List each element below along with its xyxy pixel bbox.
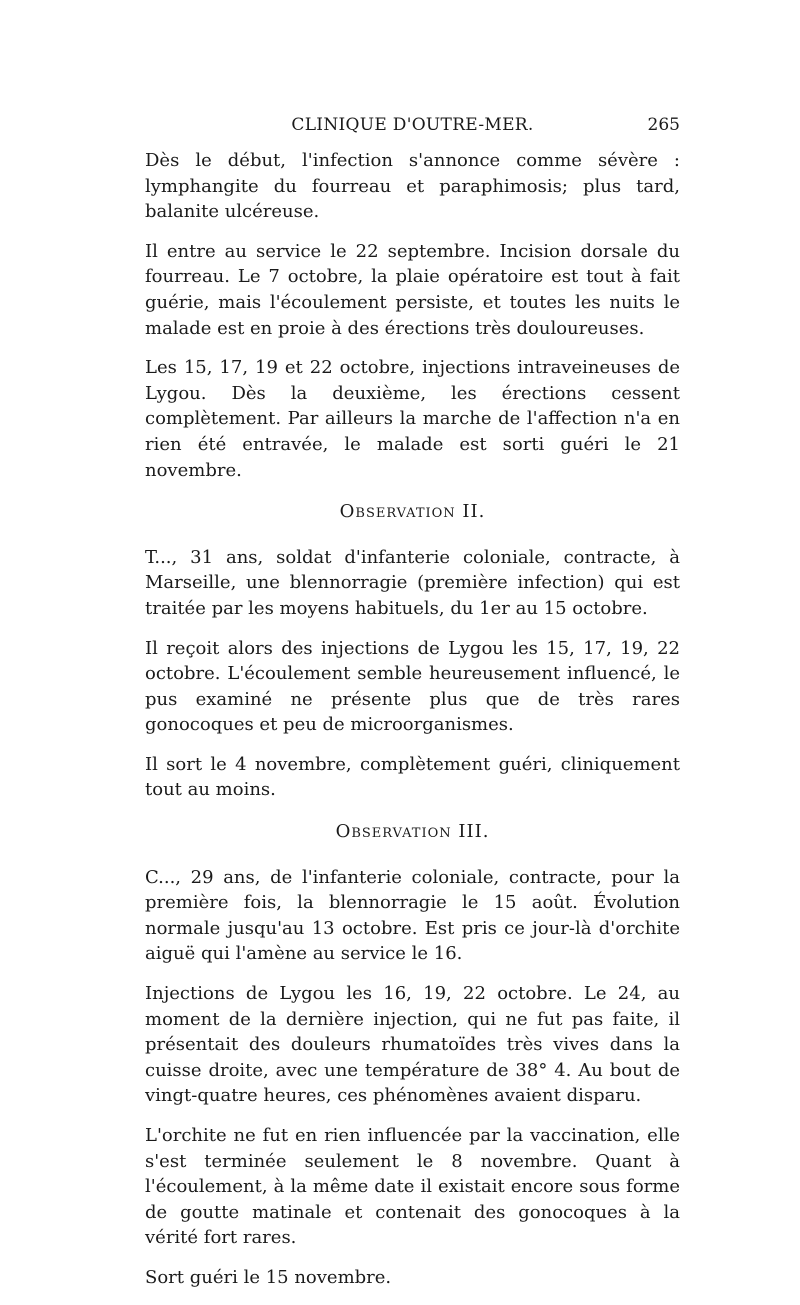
paragraph: Les 15, 17, 19 et 22 octobre, injections intraveineuses de Lygou. Dès la deuxième, les érections cessent complètement. Par ailleurs la marche de l'affection n'a en rien été entravée, le malade est sorti guéri le 21 novembre. — [145, 357, 680, 481]
running-header — [145, 115, 680, 145]
paragraph: Il sort le 4 novembre, complètement guéri, cliniquement tout au moins. — [145, 753, 680, 801]
heading-number: II. — [462, 501, 486, 523]
heading-initial: O — [339, 501, 356, 523]
paragraph: T..., 31 ans, soldat d'infanterie coloniale, contracte, à Marseille, une blennorragie (première infection) qui est traitée par les moyens habituels, du 1er au 15 octobre. — [145, 546, 680, 619]
observation-heading — [145, 499, 680, 527]
paragraph: Il reçoit alors des injections de Lygou les 15, 17, 19, 22 octobre. L'écoulement semble heureusement influencé, le pus examiné ne présente plus que de très rares gonocoques et peu de microorganismes. — [145, 637, 680, 736]
heading-number: III. — [458, 821, 490, 843]
paragraph: C..., 29 ans, de l'infanterie coloniale, contracte, pour la première fois, la blennorragie le 15 août. Évolution normale jusqu'au 13 octobre. Est pris ce jour-là d'orchite aiguë qui l'amène au service le 16. — [145, 866, 680, 965]
paragraph: Dès le début, l'infection s'annonce comme sévère : lymphangite du fourreau et paraphimosis; plus tard, balanite ulcéreuse. — [145, 150, 680, 223]
observation-heading — [145, 819, 680, 847]
paragraph: Injections de Lygou les 16, 19, 22 octobre. Le 24, au moment de la dernière injection, qui ne fut pas faite, il présentait des douleurs rhumatoïdes très vives dans la cuisse droite, avec une température de 38° 4. Au bout de vingt-quatre heures, ces phénomènes avaient disparu. — [145, 983, 680, 1107]
heading-initial: O — [335, 821, 352, 843]
paragraph: Il entre au service le 22 septembre. Incision dorsale du fourreau. Le 7 octobre, la plaie opératoire est tout à fait guérie, mais l'écoulement persiste, et toutes les nuits le malade est en proie à des érections très douloureuses. — [145, 240, 680, 339]
running-title: CLINIQUE D'OUTRE-MER. — [291, 115, 534, 135]
paragraph: Sort guéri le 15 novembre. — [145, 1266, 392, 1288]
paragraph: L'orchite ne fut en rien influencée par la vaccination, elle s'est terminée seulement le 8 novembre. Quant à l'écoulement, à la même date il existait encore sous forme de goutte matinale et contenait des gonocoques à la vérité fort rares. — [145, 1125, 680, 1249]
heading-word: BSERVATION — [355, 506, 456, 522]
heading-word: BSERVATION — [351, 826, 452, 842]
page-number: 265 — [647, 115, 680, 135]
body-text — [145, 148, 680, 1305]
